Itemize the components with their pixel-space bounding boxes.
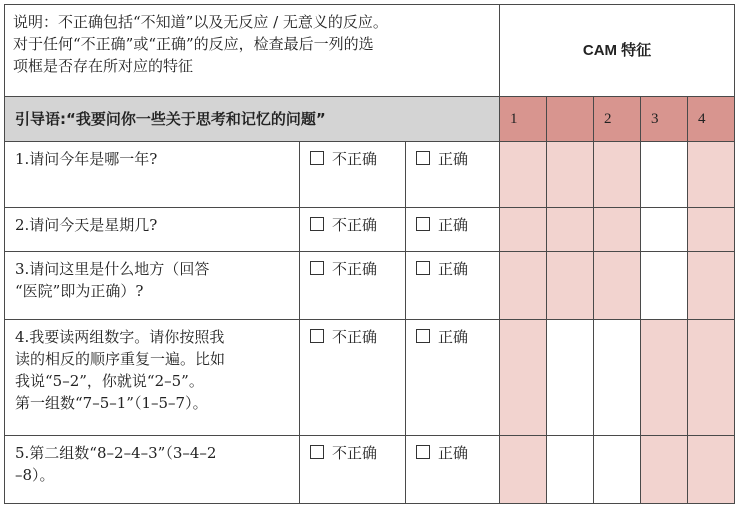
correct-option[interactable] (406, 142, 500, 208)
incorrect-option[interactable] (300, 320, 406, 436)
correct-label: 正确 (438, 328, 469, 346)
feature-number: 3 (641, 97, 688, 142)
incorrect-label: 不正确 (332, 216, 378, 234)
correct-option[interactable] (406, 436, 500, 504)
checkbox-incorrect[interactable] (310, 329, 324, 343)
question-line: 3.请问这里是什么地方（回答 (15, 260, 210, 278)
incorrect-option[interactable] (300, 436, 406, 504)
question-row (5, 436, 735, 504)
question-line: 我说“5–2”，你就说“2–5”。 (15, 372, 204, 390)
question-row (5, 252, 735, 320)
checkbox-correct[interactable] (416, 151, 430, 165)
checkbox-incorrect[interactable] (310, 217, 324, 231)
question-text (5, 208, 300, 252)
correct-option[interactable] (406, 252, 500, 320)
feature-cell (547, 252, 594, 320)
instruction-note (5, 5, 500, 97)
question-line: 2.请问今天是星期几? (15, 216, 158, 234)
feature-cell (641, 436, 688, 504)
correct-label: 正确 (438, 444, 469, 462)
note-line: 项框是否存在所对应的特征 (13, 57, 194, 75)
question-line: “医院”即为正确）? (15, 282, 144, 300)
correct-label: 正确 (438, 260, 469, 278)
feature-cell (641, 142, 688, 208)
feature-number: 4 (688, 97, 735, 142)
question-row (5, 208, 735, 252)
feature-cell (594, 252, 641, 320)
incorrect-label: 不正确 (332, 444, 378, 462)
feature-number: 2 (594, 97, 641, 142)
question-text (5, 252, 300, 320)
feature-number: 1 (500, 97, 547, 142)
correct-label: 正确 (438, 216, 469, 234)
feature-cell (594, 436, 641, 504)
incorrect-option[interactable] (300, 142, 406, 208)
question-line: 第一组数“7–5–1”（1–5–7）。 (15, 394, 208, 412)
feature-cell (641, 320, 688, 436)
checkbox-correct[interactable] (416, 217, 430, 231)
note-line: 说明：不正确包括“不知道”以及无反应 / 无意义的反应。 (13, 13, 388, 31)
feature-cell (688, 142, 735, 208)
question-line: –8）。 (15, 466, 55, 484)
question-line: 5.第二组数“8–2–4–3”（3–4–2 (15, 444, 217, 462)
checkbox-correct[interactable] (416, 445, 430, 459)
question-text (5, 436, 300, 504)
feature-cell (688, 208, 735, 252)
feature-cell (547, 436, 594, 504)
feature-cell (594, 320, 641, 436)
question-line: 4.我要读两组数字。请你按照我 (15, 328, 225, 346)
feature-cell (547, 142, 594, 208)
correct-label: 正确 (438, 150, 469, 168)
checkbox-correct[interactable] (416, 329, 430, 343)
cam-table (4, 4, 735, 504)
feature-cell (547, 320, 594, 436)
question-line: 读的相反的顺序重复一遍。比如 (15, 350, 226, 368)
question-text (5, 320, 300, 436)
correct-option[interactable] (406, 320, 500, 436)
cam-feature-header: CAM 特征 (500, 5, 735, 97)
feature-number (547, 97, 594, 142)
incorrect-label: 不正确 (332, 150, 378, 168)
feature-cell (500, 320, 547, 436)
feature-cell (594, 142, 641, 208)
feature-cell (500, 252, 547, 320)
question-line: 1.请问今年是哪一年? (15, 150, 158, 168)
feature-cell (594, 208, 641, 252)
guide-text: 引导语:“我要问你一些关于思考和记忆的问题” (5, 97, 500, 142)
incorrect-label: 不正确 (332, 328, 378, 346)
feature-cell (500, 436, 547, 504)
question-row (5, 142, 735, 208)
checkbox-incorrect[interactable] (310, 445, 324, 459)
feature-cell (641, 252, 688, 320)
incorrect-option[interactable] (300, 208, 406, 252)
question-row (5, 320, 735, 436)
feature-cell (547, 208, 594, 252)
feature-cell (688, 320, 735, 436)
checkbox-correct[interactable] (416, 261, 430, 275)
checkbox-incorrect[interactable] (310, 261, 324, 275)
correct-option[interactable] (406, 208, 500, 252)
question-text (5, 142, 300, 208)
incorrect-label: 不正确 (332, 260, 378, 278)
note-line: 对于任何“不正确”或“正确”的反应，检查最后一列的选 (13, 35, 374, 53)
feature-cell (500, 208, 547, 252)
checkbox-incorrect[interactable] (310, 151, 324, 165)
feature-cell (641, 208, 688, 252)
feature-cell (500, 142, 547, 208)
incorrect-option[interactable] (300, 252, 406, 320)
feature-cell (688, 436, 735, 504)
feature-cell (688, 252, 735, 320)
